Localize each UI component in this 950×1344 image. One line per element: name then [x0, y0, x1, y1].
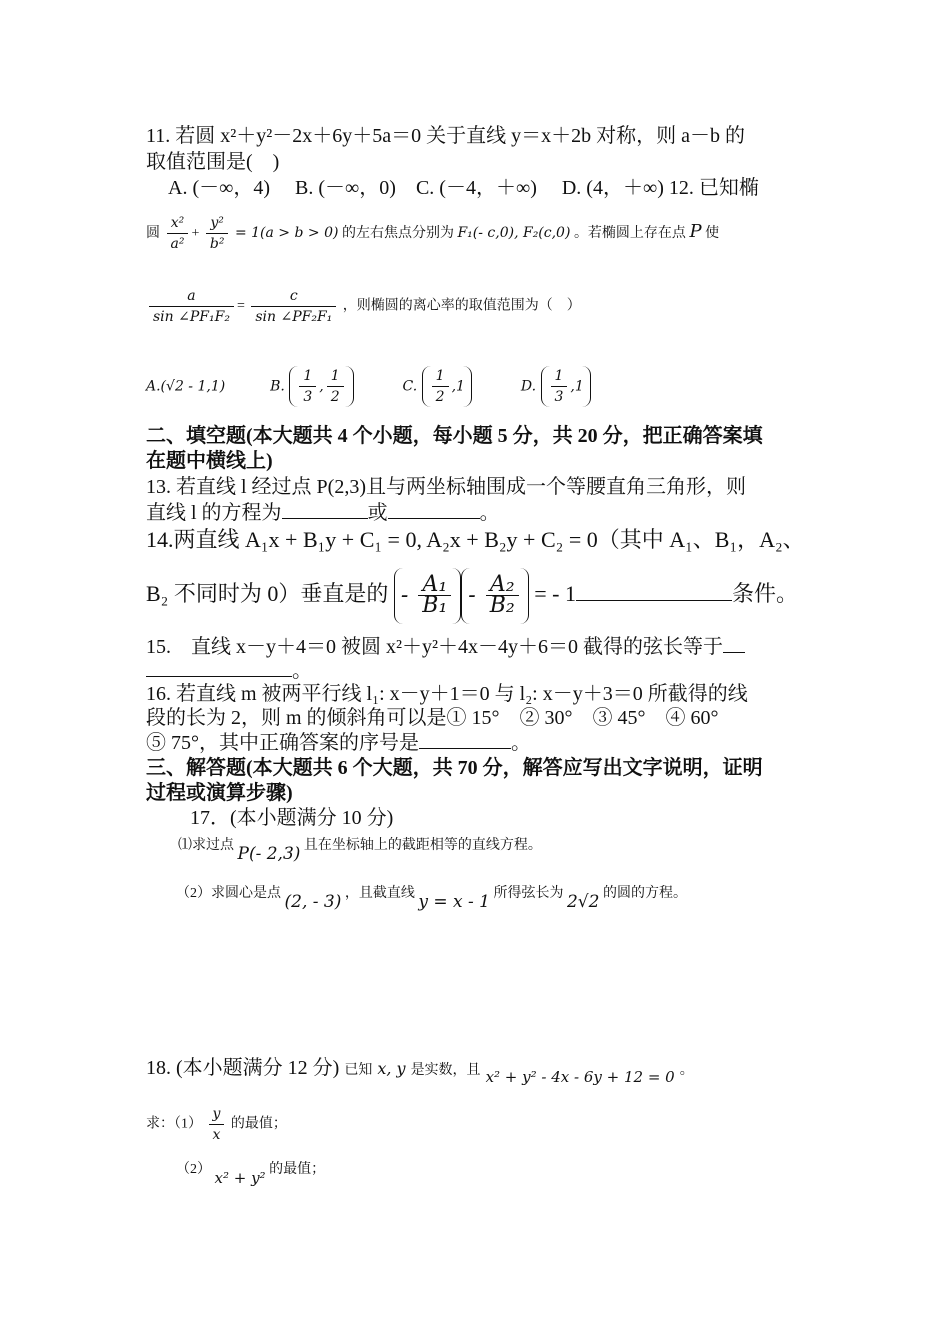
blank-15a[interactable] [723, 634, 745, 653]
q12-option-c-label: C. [402, 378, 418, 395]
q14-frac1: - $\frac{\text{A₁}}{\text{B₁}}$ [394, 568, 461, 624]
q18-ask1: 求：（1） $\frac{y}{x}$ 的最值； [146, 1106, 287, 1143]
blank-15b[interactable] [146, 658, 292, 677]
blank-13a[interactable] [282, 500, 368, 519]
q12-option-b-label: B. [270, 378, 285, 395]
q15-line1: 15. 直线 x－y＋4＝0 被圆 x²＋y²＋4x－4y＋6＝0 截得的弦长等于 [146, 634, 745, 659]
section3-heading-2: 过程或演算步骤) [146, 782, 293, 804]
q12-options [146, 366, 591, 407]
q11-line1: 11. 若圆 x²＋y²－2x＋6y＋5a＝0 关于直线 y＝x＋2b 对称，则 a－b 的 [146, 125, 746, 147]
q12-option-b: $\frac{1}{3}$ , $\frac{1}{2}$ [289, 366, 353, 407]
q12-cond-end: 使 [705, 226, 720, 241]
section2-heading-2: 在题中横线上) [146, 450, 273, 472]
q12-foci-text: 的左右焦点分别为 [341, 226, 454, 241]
q12-option-d-label: D. [520, 378, 537, 395]
q12-line1: 圆 $\frac{\text{x²}}{\text{a²}}$ + $\frac{\text{y²}}{\text{b²}}$ = 1(a > b > 0) 的左右焦点分别为 F₁(- c,0), F₂(c,0) 。若椭圆上存在点 P 使 [146, 215, 720, 253]
q17-part2: （2）求圆心是点 (2, - 3) ，且截直线 y = x - 1 所得弦长为 2√2 的圆的方程。 [176, 886, 687, 912]
q14-line1: 14.两直线 A₁x + B₁y + C₁ = 0, A₂x + B₂y + C₂ = 0（其中 A₁、B₁，A₂、 [146, 527, 805, 552]
q12-point: P [689, 221, 702, 242]
q14-frac2: - $\frac{\text{A₂}}{\text{B₂}}$ [461, 568, 528, 624]
q13-line1: 13. 若直线 l 经过点 P(2,3)且与两坐标轴围成一个等腰直角三角形，则 [146, 476, 746, 498]
q12-option-a: A.(√2 - 1,1) [146, 378, 226, 395]
q11-line2: 取值范围是( ) [146, 151, 280, 173]
section2-heading-1: 二、填空题(本大题共 4 个小题，每小题 5 分，共 20 分，把正确答案填 [146, 425, 763, 447]
q16-line2: 段的长为 2，则 m 的倾斜角可以是① 15° ② 30° ③ 45° ④ 60° [146, 707, 719, 729]
blank-16[interactable] [419, 730, 511, 749]
q12-ratio-tail: ，则椭圆的离心率的取值范围为（ ） [342, 298, 581, 314]
ellipse-frac-1: $\frac{\text{x²}}{\text{a²}}$ [167, 213, 189, 254]
section3-heading-1: 三、解答题(本大题共 6 个大题，共 70 分，解答应写出文字说明，证明 [146, 757, 763, 779]
q14-line2: B₂ 不同时为 0）垂直是的 - $\frac{\text{A₁}}{\text{B₁}}$ - $\frac{\text{A₂}}{\text{B₂}}$ = - 1 条件。 [146, 566, 798, 624]
q12-option-c: $\frac{1}{2}$ ,1 [422, 366, 472, 407]
q12-number: 12. 已知椭 [668, 177, 759, 199]
q12-foci: F₁(- c,0), F₂(c,0) [457, 225, 571, 241]
ellipse-rest: = 1(a > b > 0) [234, 225, 339, 241]
q13-line2: 直线 l 的方程为 或 。 [146, 502, 500, 524]
q12-prefix: 圆 [146, 226, 160, 241]
ratio-frac-a: $\frac{a}{\text{sin ∠PF₁F₂}}$ [149, 286, 234, 327]
q17-part1: ⑴求过点 P(- 2,3) 且在坐标轴上的截距相等的直线方程。 [178, 838, 542, 864]
blank-14[interactable] [576, 582, 732, 601]
q17-title: 17．(本小题满分 10 分) [190, 807, 394, 829]
q18-title: 18. (本小题满分 12 分) [146, 1057, 340, 1079]
ellipse-frac-2: $\frac{\text{y²}}{\text{b²}}$ [206, 213, 229, 254]
q15-line2: 。 [146, 658, 312, 683]
q12-ratio-line: $\frac{a}{\text{sin ∠PF₁F₂}}$ = $\frac{c}{\text{sin ∠PF₂F₁}}$ ，则椭圆的离心率的取值范围为（ ） [146, 286, 581, 327]
q12-option-d: $\frac{1}{3}$ ,1 [541, 366, 591, 407]
q14-eq: = - 1 [534, 581, 576, 606]
ratio-frac-c: $\frac{c}{\text{sin ∠PF₂F₁}}$ [251, 286, 336, 327]
q16-line1: 16. 若直线 m 被两平行线 l₁: x－y＋1＝0 与 l₂: x－y＋3＝0 所截得的线 [146, 683, 748, 705]
q12-cond-text: 。若椭圆上存在点 [573, 226, 686, 241]
q11-options-row [168, 176, 759, 200]
q18-ask2: （2） x² + y² 的最值； [176, 1162, 326, 1187]
q11-options: A. (－∞，4) B. (－∞，0) C. (－4，＋∞) D. (4，＋∞) [168, 177, 664, 199]
q18-line: 18. (本小题满分 12 分) 已知 x, y 是实数，且 $_{x^2 + y^2 - 4x - 6y + 12 = 0}$ 。 [146, 1057, 694, 1086]
q16-line3: ⑤ 75°，其中正确答案的序号是 。 [146, 732, 531, 754]
blank-13b[interactable] [388, 500, 480, 519]
